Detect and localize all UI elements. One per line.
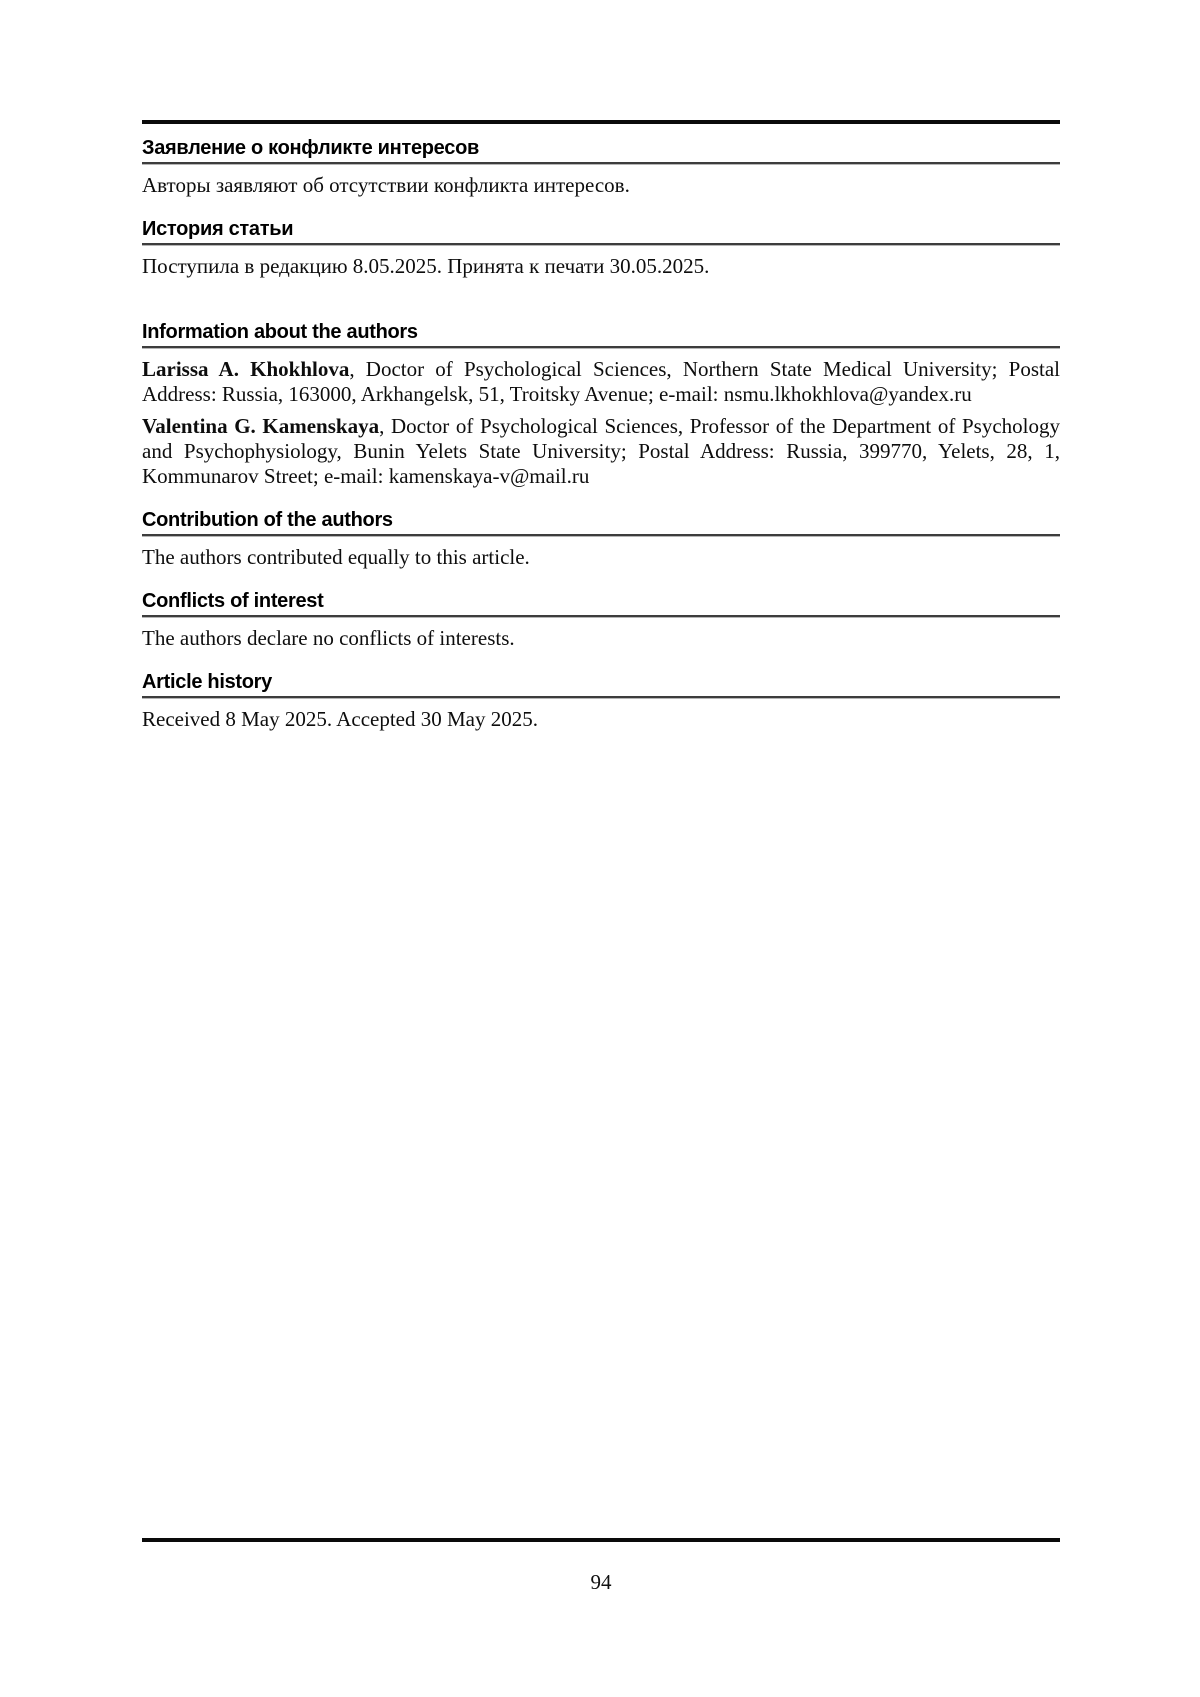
author-info-khokhlova	[142, 357, 1060, 407]
page-content	[142, 120, 1060, 732]
article-history-text-ru: Поступила в редакцию 8.05.2025. Принята к печати 30.05.2025.	[142, 254, 710, 278]
article-history-text-en: Received 8 May 2025. Accepted 30 May 2025.	[142, 707, 538, 731]
top-rule	[142, 120, 1060, 124]
heading-article-history-en: Article history	[142, 671, 1060, 698]
author-details-kamenskaya: , Doctor of Psychological Sciences, Professor of the Department of Psychology and Psychophysiology, Bunin Yelets State University; Postal Address: Russia, 399770, Yelets, 28, 1, Kommunarov Street; e-mail: kamenskaya-v@mail.ru	[142, 414, 1060, 488]
contribution-text: The authors contributed equally to this article.	[142, 545, 530, 569]
author-name-khokhlova: Larissa A. Khokhlova	[142, 357, 350, 381]
author-details-khokhlova: , Doctor of Psychological Sciences, Northern State Medical University; Postal Address: Russia, 163000, Arkhangelsk, 51, Troitsky Avenue; e-mail: nsmu.lkhokhlova@yandex.ru	[142, 357, 1060, 406]
conflicts-text: The authors declare no conflicts of interests.	[142, 626, 515, 650]
heading-conflicts-of-interest: Conflicts of interest	[142, 590, 1060, 617]
author-info-kamenskaya	[142, 414, 1060, 489]
bottom-rule	[142, 1538, 1060, 1542]
page-number: 94	[590, 1570, 612, 1594]
heading-information-about-authors: Information about the authors	[142, 321, 1060, 348]
author-name-kamenskaya: Valentina G. Kamenskaya	[142, 414, 380, 438]
heading-conflict-statement-ru: Заявление о конфликте интересов	[142, 137, 1060, 164]
conflict-statement-text-ru: Авторы заявляют об отсутствии конфликта интересов.	[142, 173, 630, 197]
heading-article-history-ru: История статьи	[142, 218, 1060, 245]
heading-contribution-of-authors: Contribution of the authors	[142, 509, 1060, 536]
